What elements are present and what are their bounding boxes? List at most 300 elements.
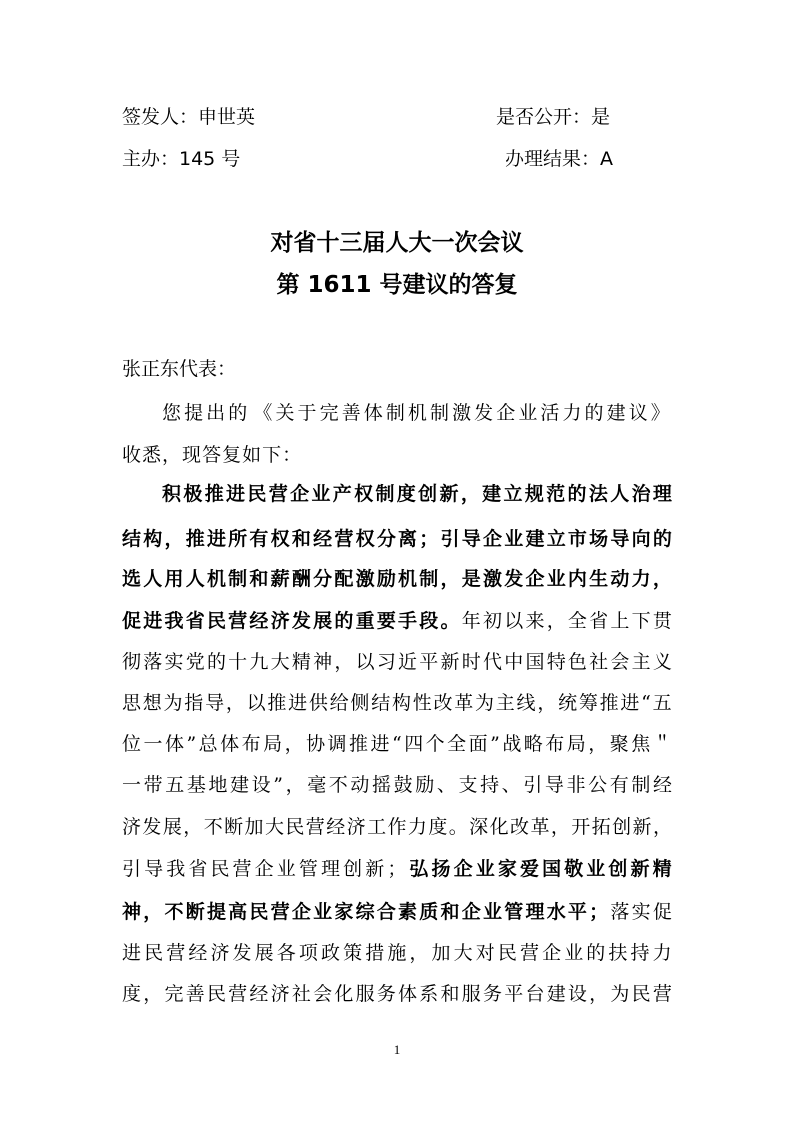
body-char: 答: [202, 444, 223, 466]
body-char: 设: [567, 983, 587, 1005]
body-char: 悉: [142, 444, 163, 466]
body-char: 场: [589, 528, 609, 550]
body-char: 不: [164, 901, 184, 923]
body-char: ，: [183, 816, 203, 838]
body-line: [122, 985, 672, 1004]
body-line: [122, 446, 672, 465]
body-char: 为: [610, 983, 630, 1005]
body-char: 推: [349, 733, 369, 755]
public-status: 是否公开：是: [496, 106, 611, 128]
body-char: 党: [185, 651, 205, 673]
body-line: [122, 570, 672, 589]
body-char: 设: [251, 774, 271, 796]
body-char: 非: [566, 774, 586, 796]
body-char: 构: [143, 528, 163, 550]
body-char: 来: [525, 610, 545, 632]
body-char: 管: [298, 858, 318, 880]
body-char: ；: [589, 901, 609, 923]
body-char: 精: [652, 858, 672, 880]
body-char: 近: [398, 651, 418, 673]
document-title-line-2: 第 1611 号建议的答复: [276, 272, 518, 298]
body-char: 体: [164, 733, 184, 755]
body-char: 制: [419, 568, 439, 590]
body-char: 地: [208, 774, 228, 796]
body-char: 业: [518, 402, 538, 424]
body-char: ；: [419, 528, 439, 550]
body-char: 经: [188, 942, 208, 964]
body-char: 开: [571, 816, 591, 838]
body-char: 立: [503, 483, 523, 505]
body-char: 四: [404, 733, 424, 755]
body-char: 极: [183, 483, 203, 505]
body-char: 体: [363, 402, 383, 424]
body-char: 供: [308, 692, 328, 714]
body-char: 服: [461, 983, 481, 1005]
body-char: 焦: [631, 733, 651, 755]
body-char: ；: [387, 858, 407, 880]
body-line: [122, 653, 672, 672]
body-char: 结: [122, 528, 142, 550]
body-char: 完: [319, 402, 339, 424]
body-char: 线: [516, 692, 536, 714]
body-char: 项: [298, 942, 318, 964]
document-title-line-1: 对省十三届人大一次会议: [270, 230, 524, 256]
body-char: 中: [504, 651, 524, 673]
body-char: 要: [376, 610, 396, 632]
body-char: 略: [523, 733, 543, 755]
body-char: 改: [433, 692, 453, 714]
body-char: 营: [228, 983, 248, 1005]
body-char: 指: [184, 692, 204, 714]
body-char: 》: [650, 402, 670, 424]
body-char: 建: [482, 483, 502, 505]
body-char: 社: [589, 651, 609, 673]
body-char: 市: [567, 528, 587, 550]
body-char: 省: [589, 610, 609, 632]
body-char: “: [641, 692, 651, 714]
body-char: 九: [249, 651, 269, 673]
body-char: 发: [504, 568, 524, 590]
body-char: 精: [291, 651, 311, 673]
body-char: 的: [567, 483, 587, 505]
body-char: 发: [142, 816, 162, 838]
body-char: 规: [524, 483, 544, 505]
body-char: 会: [610, 651, 630, 673]
body-char: 促: [652, 901, 672, 923]
body-char: 实: [164, 651, 184, 673]
body-char: ＂: [652, 733, 672, 755]
body-char: 出: [206, 402, 226, 424]
body-char: 的: [652, 528, 672, 550]
body-char: 和: [440, 983, 460, 1005]
body-char: 导: [610, 528, 630, 550]
body-char: 推: [267, 692, 287, 714]
body-char: 不: [328, 774, 348, 796]
body-char: 人: [143, 568, 163, 590]
body-char: ，: [652, 568, 672, 590]
body-char: 手: [398, 610, 418, 632]
handler-number: 主办：145 号: [122, 148, 241, 170]
body-char: ，: [334, 651, 354, 673]
body-char: 施: [387, 942, 407, 964]
body-char: 下: [262, 444, 283, 466]
body-char: 五: [652, 692, 672, 714]
body-char: 企: [496, 402, 516, 424]
body-char: 企: [254, 858, 274, 880]
body-char: 业: [475, 858, 495, 880]
body-char: 布: [545, 733, 565, 755]
body-char: 现: [182, 444, 203, 466]
body-char: 弘: [409, 858, 429, 880]
body-char: 策: [343, 942, 363, 964]
body-char: 一: [122, 774, 142, 796]
body-char: 毫: [307, 774, 327, 796]
body-char: 内: [567, 568, 587, 590]
body-char: 经: [652, 774, 672, 796]
body-char: 济: [270, 610, 290, 632]
body-char: 务: [482, 983, 502, 1005]
body-line: [122, 776, 672, 795]
body-char: 机: [407, 402, 427, 424]
body-char: 断: [224, 816, 244, 838]
body-char: 总: [198, 733, 218, 755]
body-char: 摇: [372, 774, 392, 796]
body-char: 性: [412, 692, 432, 714]
body-char: 权: [354, 483, 374, 505]
body-char: 侧: [350, 692, 370, 714]
body-char: 进: [206, 528, 226, 550]
body-char: 活: [540, 402, 560, 424]
body-char: 带: [143, 774, 163, 796]
body-char: 引: [122, 858, 142, 880]
body-char: 建: [525, 528, 545, 550]
body-char: 色: [567, 651, 587, 673]
body-line: [122, 530, 672, 549]
body-char: 时: [461, 651, 481, 673]
body-char: 以: [246, 692, 266, 714]
body-char: ”: [186, 733, 197, 755]
body-line: [162, 485, 672, 504]
body-char: 进: [370, 733, 390, 755]
body-char: 进: [288, 692, 308, 714]
body-char: 代: [482, 651, 502, 673]
body-char: 度: [428, 816, 448, 838]
body-char: 措: [365, 942, 385, 964]
body-char: 扶: [608, 942, 628, 964]
body-char: 我: [164, 610, 184, 632]
body-char: 给: [329, 692, 349, 714]
body-char: 激: [482, 568, 502, 590]
body-char: 的: [206, 651, 226, 673]
body-char: 制: [631, 774, 651, 796]
body-char: 化: [489, 816, 509, 838]
body-char: ，: [546, 610, 566, 632]
body-line: [162, 404, 670, 423]
body-char: ，: [588, 733, 608, 755]
body-char: 全: [567, 610, 587, 632]
body-char: 统: [558, 692, 578, 714]
body-char: 是: [461, 568, 481, 590]
body-char: 业: [546, 568, 566, 590]
body-char: 民: [631, 983, 651, 1005]
body-char: 离: [398, 528, 418, 550]
body-char: 理: [525, 901, 545, 923]
body-char: 业: [482, 901, 502, 923]
body-char: 生: [589, 568, 609, 590]
body-char: “: [392, 733, 402, 755]
body-char: 水: [546, 901, 566, 923]
body-char: 创: [418, 483, 438, 505]
body-char: 营: [166, 942, 186, 964]
body-char: 家: [334, 901, 354, 923]
body-char: 习: [376, 651, 396, 673]
body-char: 创: [608, 858, 628, 880]
body-char: 布: [241, 733, 261, 755]
body-char: 分: [313, 568, 333, 590]
body-char: 主: [631, 651, 651, 673]
body-char: 营: [652, 983, 672, 1005]
body-char: 构: [391, 692, 411, 714]
body-char: 促: [122, 610, 142, 632]
body-char: 经: [249, 983, 269, 1005]
body-char: 会: [313, 983, 333, 1005]
body-char: ，: [409, 942, 429, 964]
body-char: 力: [407, 816, 427, 838]
body-char: 加: [244, 816, 264, 838]
body-char: 提: [206, 901, 226, 923]
body-char: 人: [185, 568, 205, 590]
body-char: 营: [334, 528, 354, 550]
body-char: 初: [482, 610, 502, 632]
body-char: 新: [439, 483, 459, 505]
body-char: 民: [206, 610, 226, 632]
body-char: 关: [275, 402, 295, 424]
body-char: 企: [542, 942, 562, 964]
body-char: 展: [254, 942, 274, 964]
body-char: 导: [461, 528, 481, 550]
body-char: 创: [343, 858, 363, 880]
body-char: 战: [502, 733, 522, 755]
body-char: 和: [291, 528, 311, 550]
body-char: 您: [162, 402, 182, 424]
body-char: 平: [504, 983, 524, 1005]
body-char: 、: [501, 774, 521, 796]
body-char: 民: [210, 858, 230, 880]
body-char: 局: [263, 733, 283, 755]
body-char: 国: [542, 858, 562, 880]
body-char: 配: [334, 568, 354, 590]
body-char: 平: [419, 651, 439, 673]
body-char: 用: [164, 568, 184, 590]
body-line: [122, 694, 672, 713]
body-char: 国: [525, 651, 545, 673]
body-char: 制: [430, 402, 450, 424]
body-char: 年: [461, 610, 481, 632]
body-char: 提: [184, 402, 204, 424]
body-char: 重: [355, 610, 375, 632]
body-char: 进: [620, 692, 640, 714]
body-char: 新: [630, 858, 650, 880]
body-char: 善: [185, 983, 205, 1005]
body-char: 民: [144, 942, 164, 964]
body-char: 推: [599, 692, 619, 714]
body-char: 扬: [431, 858, 451, 880]
body-char: 五: [165, 774, 185, 796]
body-char: 选: [122, 568, 142, 590]
body-char: 大: [270, 651, 290, 673]
body-char: 动: [610, 568, 630, 590]
body-char: 化: [334, 983, 354, 1005]
body-char: 营: [305, 816, 325, 838]
body-char: 善: [341, 402, 361, 424]
body-char: 范: [546, 483, 566, 505]
body-char: 力: [652, 942, 672, 964]
body-char: 制: [375, 483, 395, 505]
body-char: ，: [225, 692, 245, 714]
body-char: 社: [291, 983, 311, 1005]
body-char: ，: [550, 816, 570, 838]
salutation: 张正东代表：: [122, 358, 237, 380]
body-char: 济: [122, 816, 142, 838]
body-char: 想: [142, 692, 162, 714]
body-char: 业: [504, 528, 524, 550]
body-char: 我: [166, 858, 186, 880]
body-char: 下: [631, 610, 651, 632]
body-char: 营: [232, 858, 252, 880]
body-char: 一: [143, 733, 163, 755]
body-char: 业: [564, 942, 584, 964]
body-char: 服: [355, 983, 375, 1005]
body-char: 所: [228, 528, 248, 550]
body-char: 民: [285, 816, 305, 838]
body-char: 以: [355, 651, 375, 673]
body-line: [122, 612, 672, 631]
body-char: 。: [440, 610, 460, 632]
body-line: [122, 944, 672, 963]
body-char: 实: [631, 901, 651, 923]
body-char: 合: [376, 901, 396, 923]
body-char: 人: [610, 483, 630, 505]
body-char: 省: [188, 858, 208, 880]
body-char: 为: [163, 692, 183, 714]
body-char: 落: [610, 901, 630, 923]
body-char: 积: [162, 483, 182, 505]
body-char: 不: [203, 816, 223, 838]
body-char: 分: [376, 528, 396, 550]
body-char: 激: [452, 402, 472, 424]
body-char: 贯: [652, 610, 672, 632]
body-char: 企: [291, 901, 311, 923]
body-char: 权: [355, 528, 375, 550]
body-char: 民: [206, 983, 226, 1005]
body-char: 权: [270, 528, 290, 550]
body-char: 营: [270, 901, 290, 923]
body-char: ，: [164, 528, 184, 550]
body-char: 大: [264, 816, 284, 838]
body-char: 推: [204, 483, 224, 505]
body-char: 持: [630, 942, 650, 964]
body-char: 营: [228, 610, 248, 632]
body-char: 业: [311, 483, 331, 505]
body-char: 治: [631, 483, 651, 505]
body-char: 展: [162, 816, 182, 838]
body-char: 如: [242, 444, 263, 466]
body-char: 面: [468, 733, 488, 755]
body-char: 民: [249, 901, 269, 923]
body-char: 激: [355, 568, 375, 590]
body-char: 拓: [591, 816, 611, 838]
body-char: 平: [567, 901, 587, 923]
body-char: 的: [586, 942, 606, 964]
body-char: 筹: [578, 692, 598, 714]
body-char: 经: [326, 816, 346, 838]
body-char: 爱: [519, 858, 539, 880]
body-char: 敬: [564, 858, 584, 880]
body-char: 公: [588, 774, 608, 796]
body-char: 体: [220, 733, 240, 755]
body-char: 《: [253, 402, 273, 424]
body-char: 励: [415, 774, 435, 796]
body-char: 位: [122, 733, 142, 755]
body-char: 鼓: [393, 774, 413, 796]
body-char: 法: [588, 483, 608, 505]
body-char: 进: [143, 610, 163, 632]
body-char: 发: [291, 610, 311, 632]
body-char: ，: [143, 901, 163, 923]
body-char: 理: [320, 858, 340, 880]
body-char: 理: [652, 483, 672, 505]
body-char: 的: [334, 610, 354, 632]
body-char: 企: [461, 901, 481, 923]
body-char: 酬: [291, 568, 311, 590]
body-char: 以: [504, 610, 524, 632]
body-char: 励: [376, 568, 396, 590]
body-char: 创: [612, 816, 632, 838]
body-char: 业: [313, 901, 333, 923]
body-char: 大: [453, 942, 473, 964]
body-char: 革: [530, 816, 550, 838]
body-char: 系: [419, 983, 439, 1005]
body-char: 结: [371, 692, 391, 714]
body-char: 全: [447, 733, 467, 755]
body-char: 、: [436, 774, 456, 796]
body-char: 个: [425, 733, 445, 755]
body-char: 建: [230, 774, 250, 796]
body-line: [122, 860, 672, 879]
body-char: 机: [398, 568, 418, 590]
body-char: ，: [162, 444, 183, 466]
body-char: 深: [469, 816, 489, 838]
signer-label: 签发人：申世英: [122, 106, 256, 128]
body-char: 企: [290, 483, 310, 505]
body-char: 段: [419, 610, 439, 632]
body-char: 彻: [122, 651, 142, 673]
body-char: ，: [285, 774, 305, 796]
body-char: 的: [228, 402, 248, 424]
body-char: 力: [631, 568, 651, 590]
body-char: 特: [546, 651, 566, 673]
body-char: 新: [365, 858, 385, 880]
body-char: 济: [270, 983, 290, 1005]
body-char: 济: [210, 942, 230, 964]
body-char: 局: [566, 733, 586, 755]
body-char: 收: [122, 444, 143, 466]
body-char: 对: [475, 942, 495, 964]
body-char: 新: [632, 816, 652, 838]
body-char: 体: [398, 983, 418, 1005]
body-char: 神: [313, 651, 333, 673]
body-char: 进: [226, 483, 246, 505]
